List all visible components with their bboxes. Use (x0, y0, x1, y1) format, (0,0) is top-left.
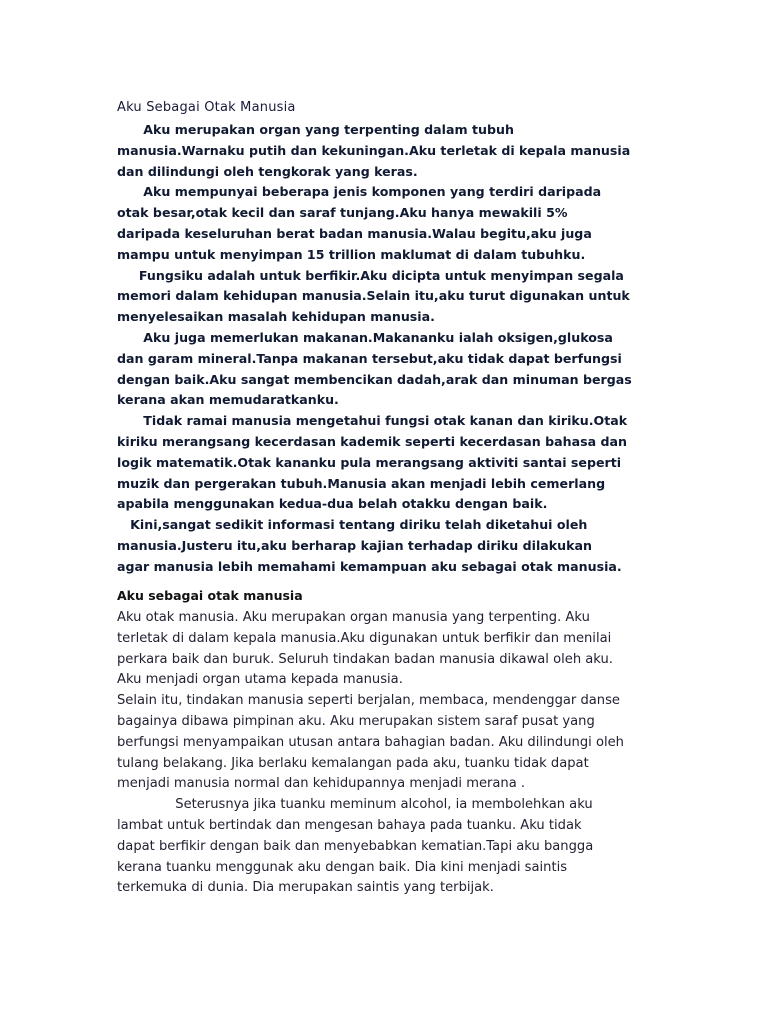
text-line: Tidak ramai manusia mengetahui fungsi otak kanan dan kiriku.Otak (117, 413, 628, 429)
text-line: muzik dan pergerakan tubuh.Manusia akan menjadi lebih cemerlang (117, 475, 606, 491)
text-line: manusia.Warnaku putih dan kekuningan.Aku terletak di kepala manusia (117, 142, 631, 158)
text-line: manusia.Justeru itu,aku berharap kajian terhadap diriku dilakukan (117, 537, 592, 553)
text-line: berfungsi menyampaikan utusan antara bahagian badan. Aku dilindungi oleh (117, 734, 624, 750)
plain-essay (117, 608, 662, 899)
text-line: terletak di dalam kepala manusia.Aku digunakan untuk berfikir dan menilai (117, 630, 612, 646)
text-line: Aku juga memerlukan makanan.Makananku ialah oksigen,glukosa (117, 329, 613, 345)
text-line: dapat berfikir dengan baik dan menyebabkan kematian.Tapi aku bangga (117, 838, 594, 854)
text-line: kerana akan memudaratkanku. (117, 392, 339, 408)
text-line: otak besar,otak kecil dan saraf tunjang.Aku hanya mewakili 5% (117, 205, 568, 221)
text-line: perkara baik dan buruk. Seluruh tindakan badan manusia dikawal oleh aku. (117, 651, 613, 667)
text-line: menyelesaikan masalah kehidupan manusia. (117, 309, 435, 325)
text-line: Seterusnya jika tuanku meminum alcohol, ia membolehkan aku (117, 797, 593, 813)
text-line: kerana tuanku menggunak aku dengan baik. Dia kini menjadi saintis (117, 859, 568, 875)
text-line: Aku merupakan organ yang terpenting dalam tubuh (117, 122, 514, 137)
text-line: kiriku merangsang kecerdasan kademik seperti kecerdasan bahasa dan (117, 433, 627, 449)
text-line: dengan baik.Aku sangat membencikan dadah,arak dan minuman bergas (117, 371, 632, 387)
text-line: dan dilindungi oleh tengkorak yang keras. (117, 163, 418, 179)
document-title: Aku Sebagai Otak Manusia (117, 100, 296, 115)
text-line: logik matematik.Otak kananku pula merangsang aktiviti santai seperti (117, 454, 622, 470)
text-line: mampu untuk menyimpan 15 trillion maklumat di dalam tubuhku. (117, 246, 586, 262)
text-line: daripada keseluruhan berat badan manusia.Walau begitu,aku juga (117, 225, 592, 241)
text-line: Aku menjadi organ utama kepada manusia. (117, 672, 403, 688)
text-line: dan garam mineral.Tanpa makanan tersebut,aku tidak dapat berfungsi (117, 350, 622, 366)
text-line: Aku mempunyai beberapa jenis komponen yang terdiri daripada (117, 184, 602, 200)
text-line: menjadi manusia normal dan kehidupannya menjadi merana . (117, 776, 526, 792)
text-line: apabila menggunakan kedua-dua belah otakku dengan baik. (117, 496, 548, 512)
text-line: lambat untuk bertindak dan mengesan bahaya pada tuanku. Aku tidak (117, 817, 582, 833)
text-line: memori dalam kehidupan manusia.Selain itu,aku turut digunakan untuk (117, 288, 630, 304)
text-line: tulang belakang. Jika berlaku kemalangan pada aku, tuanku tidak dapat (117, 755, 589, 771)
text-line: Kini,sangat sedikit informasi tentang diriku telah diketahui oleh (117, 517, 588, 533)
text-line: Selain itu, tindakan manusia seperti berjalan, membaca, mendenggar danse (117, 693, 620, 709)
bold-essay (117, 120, 657, 578)
section-heading: Aku sebagai otak manusia (117, 588, 303, 603)
text-line: bagainya dibawa pimpinan aku. Aku merupakan sistem saraf pusat yang (117, 713, 595, 729)
text-line: Aku otak manusia. Aku merupakan organ manusia yang terpenting. Aku (117, 610, 590, 625)
text-line: agar manusia lebih memahami kemampuan aku sebagai otak manusia. (117, 558, 622, 574)
text-line: Fungsiku adalah untuk berfikir.Aku dicipta untuk menyimpan segala (117, 267, 624, 283)
text-line: terkemuka di dunia. Dia merupakan saintis yang terbijak. (117, 880, 494, 896)
